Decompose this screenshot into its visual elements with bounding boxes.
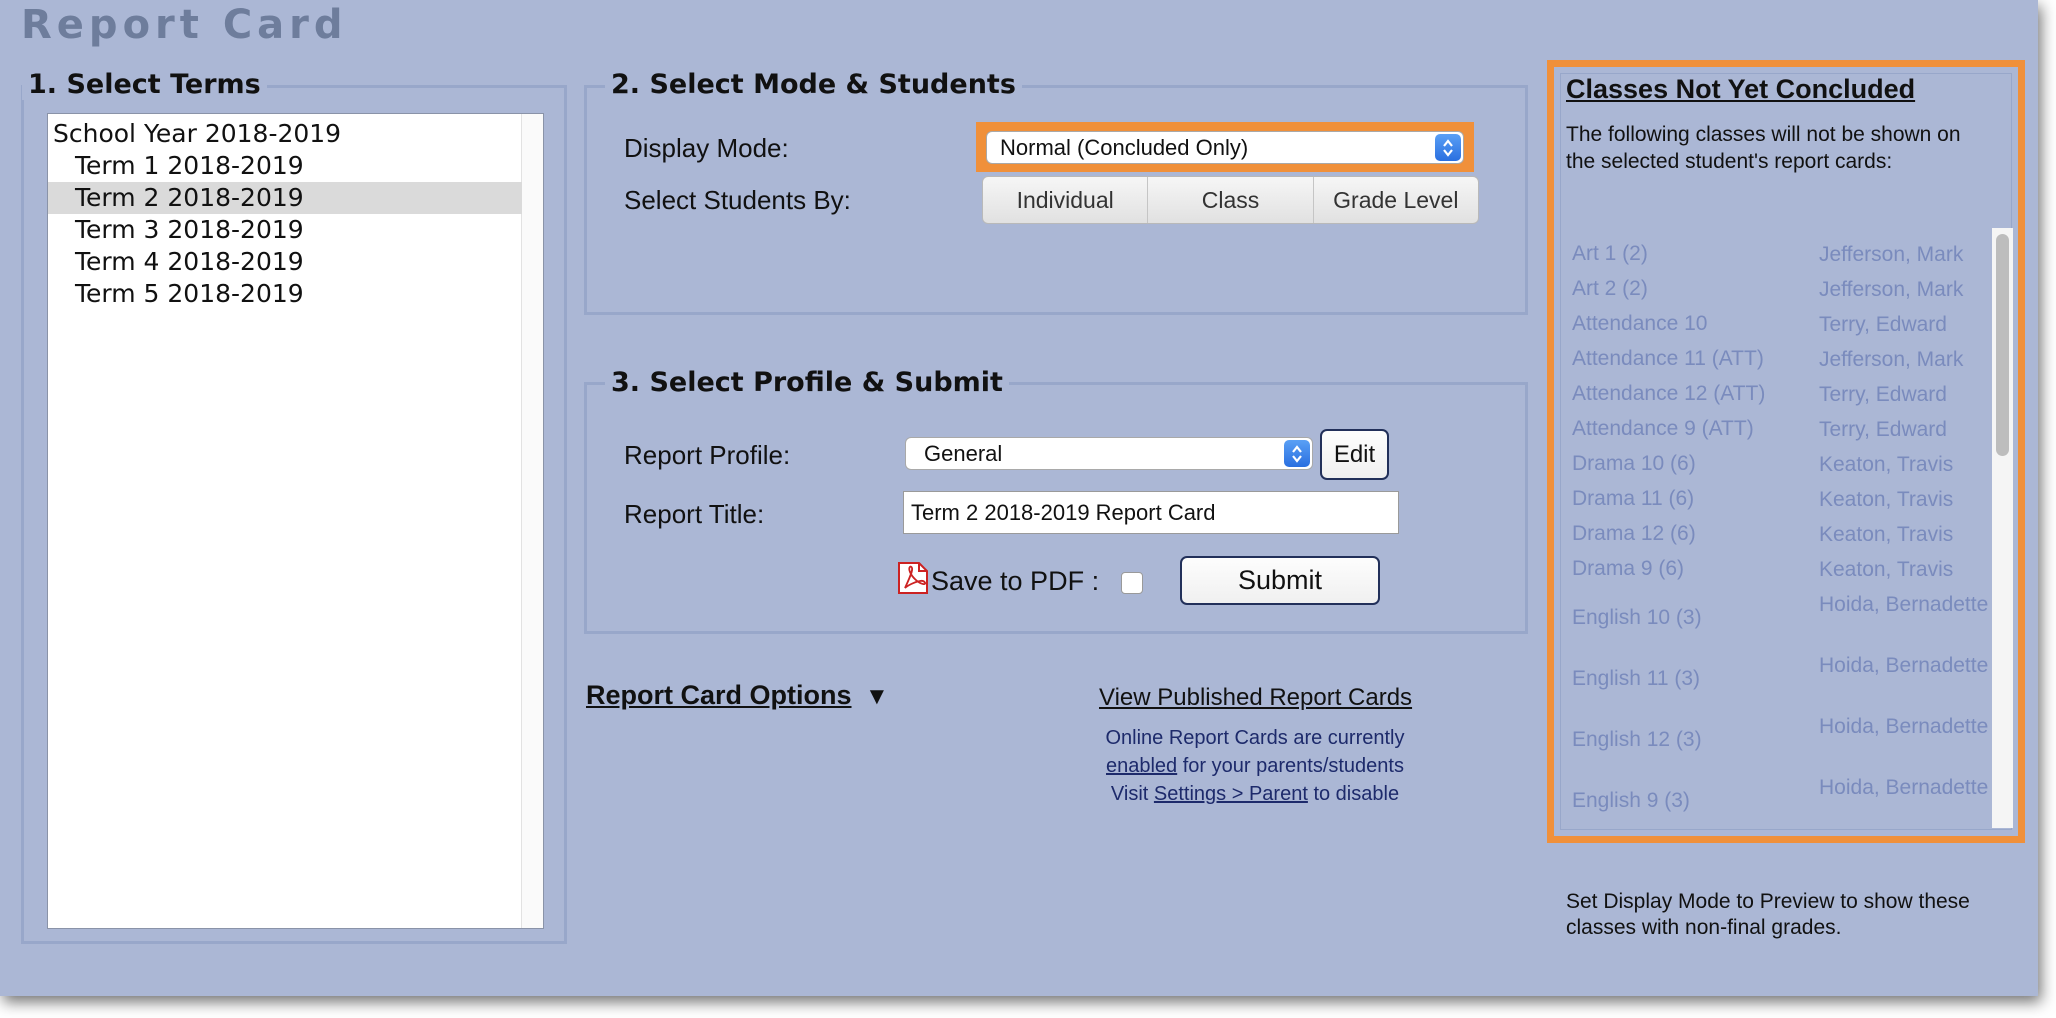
save-pdf-checkbox[interactable] bbox=[1121, 572, 1143, 594]
display-mode-label: Display Mode: bbox=[624, 133, 789, 163]
class-name: Attendance 12 (ATT) bbox=[1572, 382, 1766, 405]
class-row bbox=[1557, 308, 1987, 343]
class-row bbox=[1557, 710, 1987, 771]
terms-list[interactable] bbox=[47, 113, 544, 929]
info-disable-text: to disable bbox=[1307, 783, 1400, 805]
classes-panel-title: Classes Not Yet Concluded bbox=[1566, 74, 1916, 104]
classes-scrollbar[interactable] bbox=[1992, 228, 2013, 828]
teacher-name: Terry, Edward bbox=[1819, 383, 1947, 406]
term-item[interactable]: Term 3 2018-2019 bbox=[75, 215, 304, 244]
teacher-name: Hoida, Bernadette bbox=[1819, 776, 1989, 799]
class-row bbox=[1557, 413, 1987, 448]
teacher-name: Jefferson, Mark bbox=[1819, 278, 1964, 301]
report-profile-select[interactable] bbox=[905, 437, 1313, 470]
teacher-name: Terry, Edward bbox=[1819, 313, 1947, 336]
classes-scroll-thumb[interactable] bbox=[1996, 234, 2009, 456]
online-report-info-line1: Online Report Cards are currently bbox=[1105, 727, 1405, 749]
teacher-name: Keaton, Travis bbox=[1819, 523, 1954, 546]
teacher-name: Jefferson, Mark bbox=[1819, 348, 1964, 371]
chevron-updown-icon bbox=[1435, 134, 1461, 161]
select-students-by-control bbox=[982, 176, 1479, 224]
class-name: English 9 (3) bbox=[1572, 789, 1690, 812]
class-name: English 11 (3) bbox=[1572, 667, 1701, 690]
select-by-label: Select Students By: bbox=[624, 185, 851, 215]
online-report-info-line2 bbox=[1090, 755, 1420, 778]
class-row bbox=[1557, 238, 1987, 273]
page-title: Report Card bbox=[21, 2, 348, 48]
chevron-updown-icon bbox=[1284, 440, 1310, 467]
term-item[interactable]: Term 5 2018-2019 bbox=[75, 279, 304, 308]
preview-hint-line1: Set Display Mode to Preview to show these bbox=[1566, 890, 1970, 913]
report-title-input[interactable]: Term 2 2018-2019 Report Card bbox=[903, 491, 1399, 534]
classes-desc-line2: the selected student's report cards: bbox=[1566, 150, 1893, 173]
class-name: Art 2 (2) bbox=[1572, 277, 1648, 300]
submit-button[interactable]: Submit bbox=[1180, 556, 1380, 605]
teacher-name: Hoida, Bernadette bbox=[1819, 593, 1989, 616]
report-profile-value: General bbox=[924, 440, 1003, 466]
classes-desc-line1: The following classes will not be shown on bbox=[1566, 123, 1961, 146]
class-row bbox=[1557, 273, 1987, 308]
select-by-class[interactable]: Class bbox=[1148, 177, 1313, 223]
term-item[interactable]: Term 1 2018-2019 bbox=[75, 151, 304, 180]
edit-profile-button[interactable]: Edit bbox=[1320, 429, 1389, 480]
class-name: English 12 (3) bbox=[1572, 728, 1702, 751]
term-item[interactable]: Term 2 2018-2019 bbox=[48, 182, 522, 214]
info-visit-text: Visit bbox=[1110, 783, 1154, 805]
terms-scrollbar[interactable] bbox=[521, 114, 543, 928]
select-by-grade-level[interactable]: Grade Level bbox=[1333, 186, 1459, 213]
enabled-link[interactable]: enabled bbox=[1106, 755, 1178, 777]
term-item[interactable]: Term 4 2018-2019 bbox=[75, 247, 304, 276]
pdf-icon bbox=[896, 561, 930, 600]
term-item[interactable]: School Year 2018-2019 bbox=[53, 119, 342, 148]
class-row bbox=[1557, 378, 1987, 413]
class-name: English 10 (3) bbox=[1572, 606, 1702, 629]
select-by-individual[interactable]: Individual bbox=[983, 177, 1148, 223]
display-mode-select[interactable] bbox=[986, 131, 1464, 164]
info-line2-text: for your parents/students bbox=[1177, 755, 1404, 777]
mode-heading: 2. Select Mode & Students bbox=[605, 69, 1022, 100]
report-title-label: Report Title: bbox=[624, 499, 765, 529]
class-row bbox=[1557, 518, 1987, 553]
profile-heading: 3. Select Profile & Submit bbox=[605, 367, 1009, 398]
teacher-name: Jefferson, Mark bbox=[1819, 243, 1964, 266]
view-published-link[interactable]: View Published Report Cards bbox=[1099, 684, 1413, 711]
settings-parent-link[interactable]: Settings > Parent bbox=[1153, 783, 1308, 805]
class-name: Drama 9 (6) bbox=[1572, 557, 1685, 580]
report-profile-label: Report Profile: bbox=[624, 440, 791, 470]
preview-hint-line2: classes with non-final grades. bbox=[1566, 916, 1842, 939]
class-name: Drama 12 (6) bbox=[1572, 522, 1696, 545]
online-report-info-line3 bbox=[1090, 783, 1420, 806]
class-name: Drama 11 (6) bbox=[1572, 487, 1695, 510]
report-card-options-toggle[interactable]: Report Card Options bbox=[586, 680, 852, 710]
caret-down-icon[interactable]: ▼ bbox=[865, 683, 889, 710]
terms-heading: 1. Select Terms bbox=[22, 69, 267, 100]
class-row bbox=[1557, 553, 1987, 588]
class-name: Attendance 11 (ATT) bbox=[1572, 347, 1764, 370]
class-name: Art 1 (2) bbox=[1572, 242, 1648, 265]
display-mode-value: Normal (Concluded Only) bbox=[1000, 134, 1249, 160]
teacher-name: Keaton, Travis bbox=[1819, 453, 1954, 476]
class-row bbox=[1557, 771, 1987, 828]
teacher-name: Hoida, Bernadette bbox=[1819, 654, 1989, 677]
class-row bbox=[1557, 448, 1987, 483]
teacher-name: Hoida, Bernadette bbox=[1819, 715, 1989, 738]
class-name: Attendance 9 (ATT) bbox=[1572, 417, 1754, 440]
classes-list[interactable] bbox=[1557, 228, 1991, 828]
class-row bbox=[1557, 588, 1987, 649]
class-name: Attendance 10 bbox=[1572, 312, 1708, 335]
save-pdf-label: Save to PDF : bbox=[931, 566, 1100, 596]
class-row bbox=[1557, 483, 1987, 518]
teacher-name: Keaton, Travis bbox=[1819, 488, 1954, 511]
teacher-name: Keaton, Travis bbox=[1819, 558, 1954, 581]
class-name: Drama 10 (6) bbox=[1572, 452, 1696, 475]
class-row bbox=[1557, 343, 1987, 378]
class-row bbox=[1557, 649, 1987, 710]
teacher-name: Terry, Edward bbox=[1819, 418, 1947, 441]
